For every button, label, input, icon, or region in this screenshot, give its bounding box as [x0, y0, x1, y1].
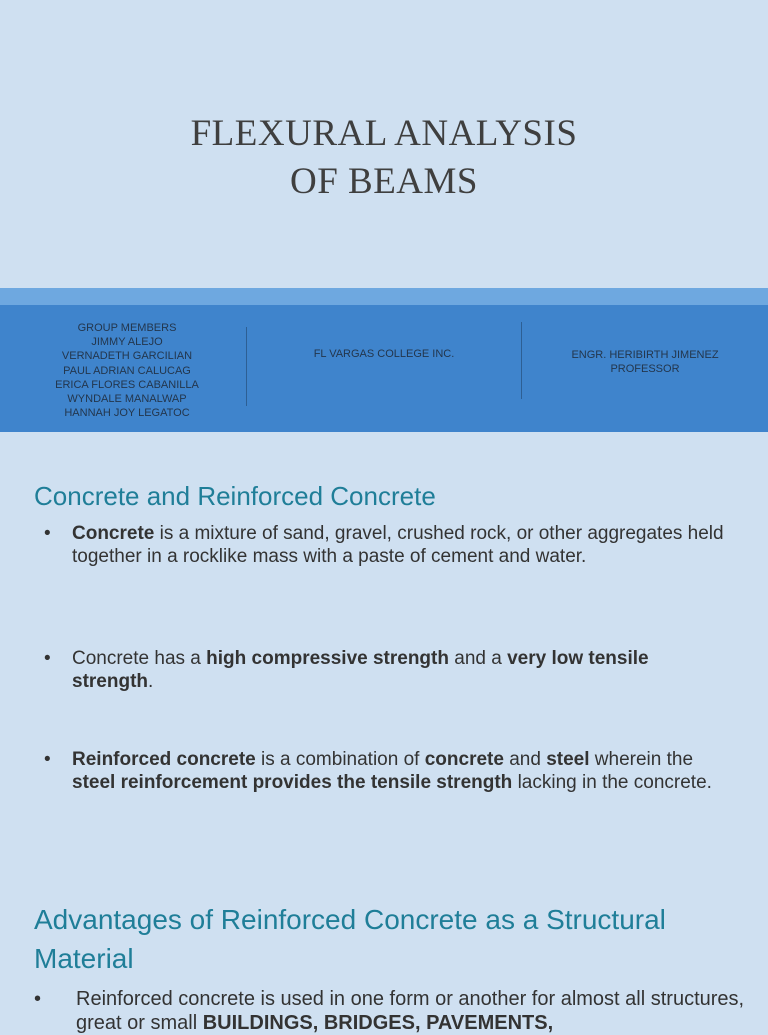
members-heading: GROUP MEMBERS: [77, 322, 177, 334]
bullet-concrete-definition: [44, 522, 734, 568]
divider: [246, 327, 247, 406]
professor-block: [530, 348, 760, 376]
bold-text: high compressive strength: [206, 648, 449, 669]
body-text: Reinforced concrete is used in one form or another for almost all structures, great or small: [76, 988, 745, 1034]
body-text: Concrete has a: [72, 648, 207, 669]
bold-text: concrete: [424, 749, 504, 770]
bullet-concrete-strength: [44, 647, 734, 693]
member-name: HANNAH JOY LEGATOC: [64, 407, 190, 420]
body-text: .: [148, 671, 154, 692]
section-heading-concrete: Concrete and Reinforced Concrete: [34, 481, 436, 511]
body-text: and a: [448, 648, 508, 669]
bold-text: steel reinforcement provides the tensile strength: [72, 772, 513, 793]
bullet-dot: •: [44, 749, 51, 770]
bullet-dot: •: [34, 988, 42, 1010]
member-name: JIMMY ALEJO: [91, 336, 163, 349]
bold-text: Concrete: [72, 523, 155, 544]
college-name: FL VARGAS COLLEGE INC.: [313, 348, 455, 360]
professor-name: ENGR. HERIBIRTH JIMENEZ: [571, 349, 719, 361]
title-line-2: OF BEAMS: [289, 161, 479, 202]
bold-text: very low tensile strength: [72, 648, 649, 692]
bullet-dot: •: [44, 523, 51, 544]
member-name: VERNADETH GARCILIAN: [61, 350, 193, 363]
bold-text: steel: [546, 749, 590, 770]
member-name: ERICA FLORES CABANILLA: [55, 378, 199, 391]
member-name: PAUL ADRIAN CALUCAG: [63, 364, 191, 377]
bold-text: BUILDINGS, BRIDGES, PAVEMENTS,: [202, 1012, 554, 1034]
group-members: [18, 321, 236, 420]
title-line-1: FLEXURAL ANALYSIS: [190, 113, 578, 154]
section-heading-advantages: Advantages of Reinforced Concrete as a Structural Material: [34, 904, 666, 974]
body-text: wherein the: [589, 749, 694, 770]
accent-band-light: [0, 288, 768, 305]
bullet-dot: •: [44, 648, 51, 669]
bold-text: Reinforced concrete: [72, 749, 256, 770]
professor-role: PROFESSOR: [610, 363, 680, 376]
body-text: lacking in the concrete.: [512, 772, 712, 793]
bullet-usage: [34, 987, 754, 1035]
member-name: WYNDALE MANALWAP: [67, 393, 187, 406]
title-block: [0, 110, 768, 206]
divider: [521, 322, 522, 399]
body-text: and: [503, 749, 547, 770]
bullet-reinforced-concrete: [44, 748, 734, 794]
body-text: is a mixture of sand, gravel, crushed rock, or other aggregates held together in a rocklike mass with a paste of cement and water.: [72, 523, 724, 567]
info-band: [0, 305, 768, 432]
body-text: is a combination of: [255, 749, 425, 770]
